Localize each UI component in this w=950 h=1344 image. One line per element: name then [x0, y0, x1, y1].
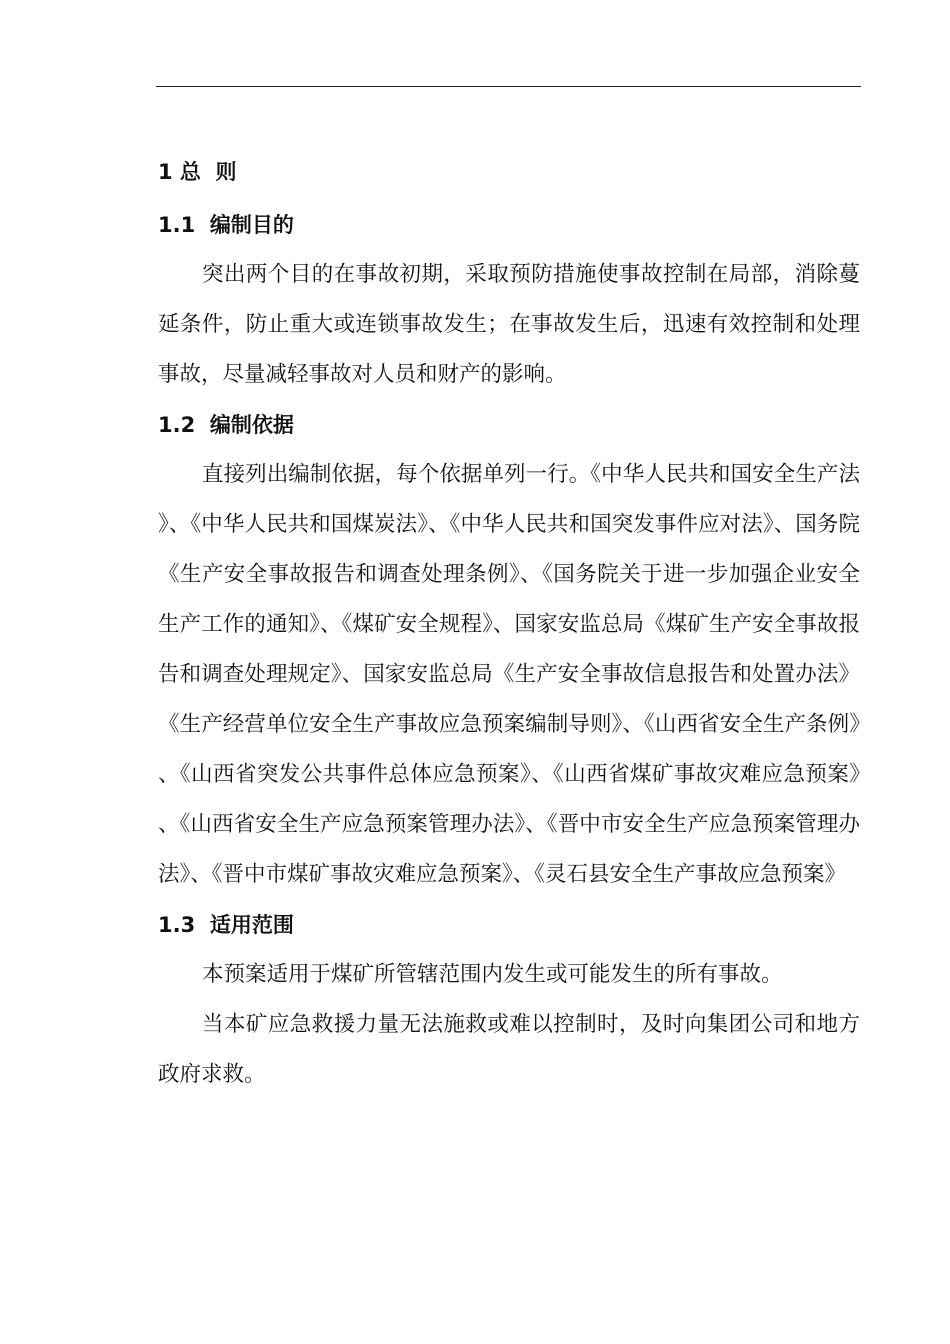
section-heading-1-2: 1.2 编制依据 — [158, 413, 294, 437]
chapter-title: 1 总 则 — [158, 160, 237, 184]
section-1-1-paragraph: 突出两个目的在事故初期，采取预防措施使事故控制在局部，消除蔓延条件，防止重大或连锁事故发生；在事故发生后，迅速有效控制和处理事故，尽量减轻事故对人员和财产的影响。 — [158, 262, 860, 387]
section-heading-1-3: 1.3 适用范围 — [158, 913, 294, 937]
section-1-3-paragraph-1: 本预案适用于煤矿所管辖范围内发生或可能发生的所有事故。 — [202, 962, 783, 987]
document-body — [158, 150, 860, 1100]
section-1-2-paragraph: 直接列出编制依据，每个依据单列一行。《中华人民共和国安全生产法》、《中华人民共和国煤炭法》、《中华人民共和国突发事件应对法》、国务院《生产安全事故报告和调查处理条例》、《国务院关于进一步加强企业安全生产工作的通知》、《煤矿安全规程》、国家安监总局《煤矿生产安全事故报告和调查处理规定》、国家安监总局《生产安全事故信息报告和处置办法》《生产经营单位安全生产事故应急预案编制导则》、《山西省安全生产条例》、《山西省突发公共事件总体应急预案》、《山西省煤矿事故灾难应急预案》、《山西省安全生产应急预案管理办法》、《晋中市安全生产应急预案管理办法》、《晋中市煤矿事故灾难应急预案》、《灵石县安全生产事故应急预案》 — [158, 462, 860, 887]
section-heading-1-1: 1.1 编制目的 — [158, 213, 294, 237]
header-rule — [156, 86, 861, 87]
section-1-3-paragraph-2: 当本矿应急救援力量无法施救或难以控制时，及时向集团公司和地方政府求救。 — [158, 1012, 860, 1087]
